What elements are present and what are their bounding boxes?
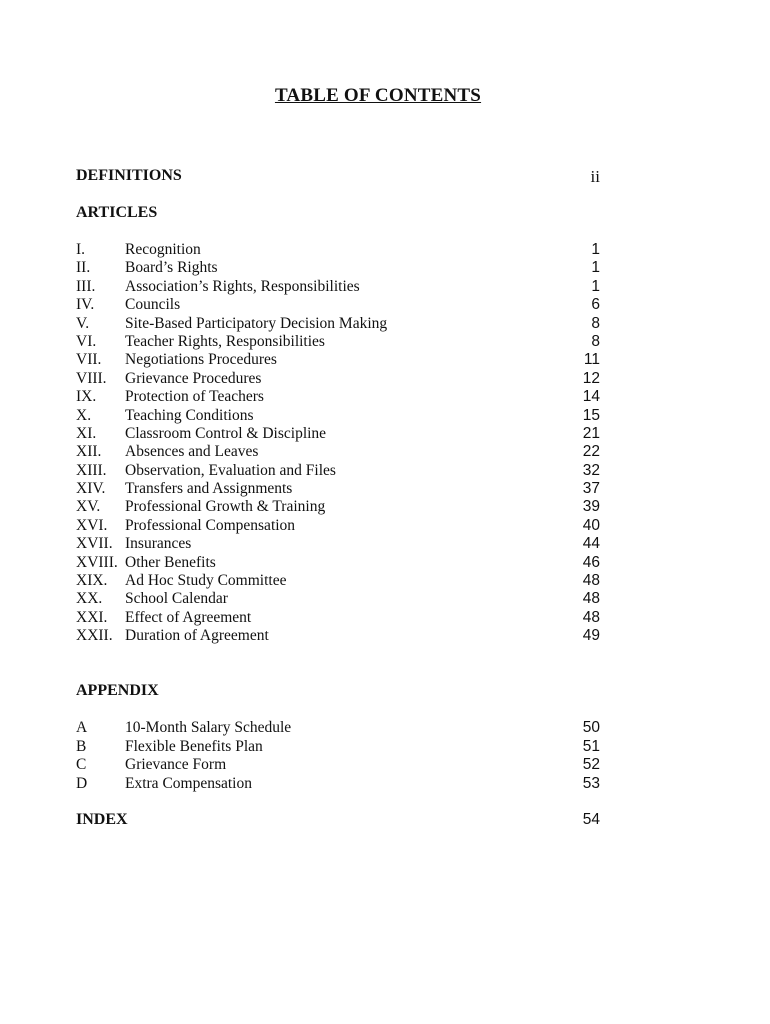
entry-page: 1: [591, 277, 600, 295]
entry-number: II.: [76, 259, 91, 277]
definitions-label: DEFINITIONS: [76, 167, 182, 184]
appendix-row: [76, 756, 600, 775]
entry-title: Association’s Rights, Responsibilities: [125, 277, 360, 295]
entry-page: 12: [582, 369, 600, 387]
entry-title: Classroom Control & Discipline: [125, 424, 327, 442]
article-row: [76, 259, 600, 277]
entry-page: 1: [591, 241, 600, 258]
article-row: [76, 351, 600, 369]
entry-number: XII.: [76, 443, 102, 461]
article-row: [76, 627, 600, 645]
entry-number: XVI.: [76, 516, 108, 534]
entry-title: Absences and Leaves: [125, 443, 259, 461]
entry-title: Professional Growth & Training: [125, 498, 326, 516]
entry-page: 53: [582, 774, 600, 792]
entry-title: Insurances: [125, 535, 192, 553]
entry-number: XIV.: [76, 480, 106, 498]
entry-page: 48: [582, 590, 600, 608]
page-title: TABLE OF CONTENTS: [274, 85, 482, 106]
definitions-row: [76, 167, 600, 185]
appendix-heading: [76, 682, 600, 700]
articles-heading: [76, 204, 600, 222]
entry-title: Grievance Form: [125, 756, 227, 774]
article-row: [76, 388, 600, 406]
entry-number: XX.: [76, 590, 103, 608]
entry-title: Site-Based Participatory Decision Making: [125, 314, 388, 332]
entry-title: Other Benefits: [125, 553, 216, 571]
entry-title: Teaching Conditions: [125, 406, 254, 424]
entry-title: Board’s Rights: [125, 259, 218, 277]
entry-title: Observation, Evaluation and Files: [125, 461, 336, 479]
entry-number: X.: [76, 406, 92, 424]
article-row: [76, 278, 600, 296]
entry-number: B: [76, 737, 87, 755]
article-row: [76, 517, 600, 535]
entry-title: Transfers and Assignments: [125, 480, 293, 498]
article-row: [76, 407, 600, 425]
entry-page: 51: [582, 737, 600, 755]
entry-page: 50: [582, 719, 600, 736]
entry-page: 39: [582, 498, 600, 516]
article-row: [76, 462, 600, 480]
entry-title: Professional Compensation: [125, 516, 296, 534]
entry-page: 11: [583, 351, 600, 369]
entry-number: III.: [76, 277, 96, 295]
entry-page: 8: [591, 314, 600, 332]
entry-page: 1: [591, 259, 600, 277]
index-label: INDEX: [76, 811, 128, 828]
entry-number: IV.: [76, 296, 95, 314]
article-row: [76, 590, 600, 608]
entry-title: Recognition: [125, 241, 201, 258]
entry-number: A: [76, 719, 88, 736]
entry-number: D: [76, 774, 88, 792]
entry-title: Negotiations Procedures: [125, 351, 277, 369]
entry-number: XVIII.: [76, 553, 118, 571]
entry-title: Ad Hoc Study Committee: [125, 572, 287, 590]
entry-page: 37: [582, 480, 600, 498]
entry-title: School Calendar: [125, 590, 228, 608]
appendix-row: [76, 738, 600, 757]
articles-label: ARTICLES: [76, 204, 158, 221]
entry-page: 6: [591, 296, 600, 314]
entry-number: VI.: [76, 332, 97, 350]
entry-page: 48: [582, 572, 600, 590]
article-row: [76, 498, 600, 516]
entry-title: Councils: [125, 296, 181, 314]
article-row: [76, 443, 600, 461]
entry-number: XIII.: [76, 461, 107, 479]
entry-title: Protection of Teachers: [125, 388, 264, 406]
article-row: [76, 296, 600, 314]
article-row: [76, 535, 600, 553]
entry-number: C: [76, 756, 87, 774]
entry-title: Flexible Benefits Plan: [125, 737, 263, 755]
entry-page: 8: [591, 332, 600, 350]
entry-title: Teacher Rights, Responsibilities: [125, 332, 325, 350]
article-row: [76, 480, 600, 498]
appendix-row: [76, 775, 600, 794]
entry-page: 22: [582, 443, 600, 461]
entry-number: VIII.: [76, 369, 107, 387]
articles-list: [76, 241, 600, 646]
article-row: [76, 425, 600, 443]
entry-page: 14: [582, 388, 600, 406]
article-row: [76, 315, 600, 333]
article-row: [76, 554, 600, 572]
article-row: [76, 609, 600, 627]
entry-number: XXI.: [76, 608, 108, 626]
entry-page: 40: [582, 516, 600, 534]
article-row: [76, 572, 600, 590]
entry-number: XXII.: [76, 627, 113, 645]
entry-title: Grievance Procedures: [125, 369, 262, 387]
appendix-row: [76, 719, 600, 738]
entry-page: 44: [582, 535, 600, 553]
index-row: [76, 811, 600, 829]
entry-page: 52: [582, 756, 600, 774]
appendix-list: [76, 719, 600, 793]
entry-number: V.: [76, 314, 90, 332]
entry-number: XVII.: [76, 535, 113, 553]
entry-number: XV.: [76, 498, 101, 516]
entry-page: 15: [582, 406, 600, 424]
entry-page: 21: [582, 424, 600, 442]
entry-page: 48: [582, 608, 600, 626]
entry-title: 10-Month Salary Schedule: [125, 719, 292, 736]
entry-title: Duration of Agreement: [125, 627, 269, 645]
entry-number: XI.: [76, 424, 97, 442]
appendix-label: APPENDIX: [76, 682, 159, 699]
index-page: 54: [582, 811, 600, 828]
entry-page: 32: [582, 461, 600, 479]
entry-title: Extra Compensation: [125, 774, 252, 792]
entry-number: VII.: [76, 351, 102, 369]
entry-page: 46: [582, 553, 600, 571]
entry-number: IX.: [76, 388, 97, 406]
entry-title: Effect of Agreement: [125, 608, 252, 626]
article-row: [76, 370, 600, 388]
entry-number: I.: [76, 241, 86, 258]
definitions-page: ii: [590, 167, 600, 186]
article-row: [76, 333, 600, 351]
entry-number: XIX.: [76, 572, 108, 590]
entry-page: 49: [582, 627, 600, 645]
article-row: [76, 241, 600, 259]
